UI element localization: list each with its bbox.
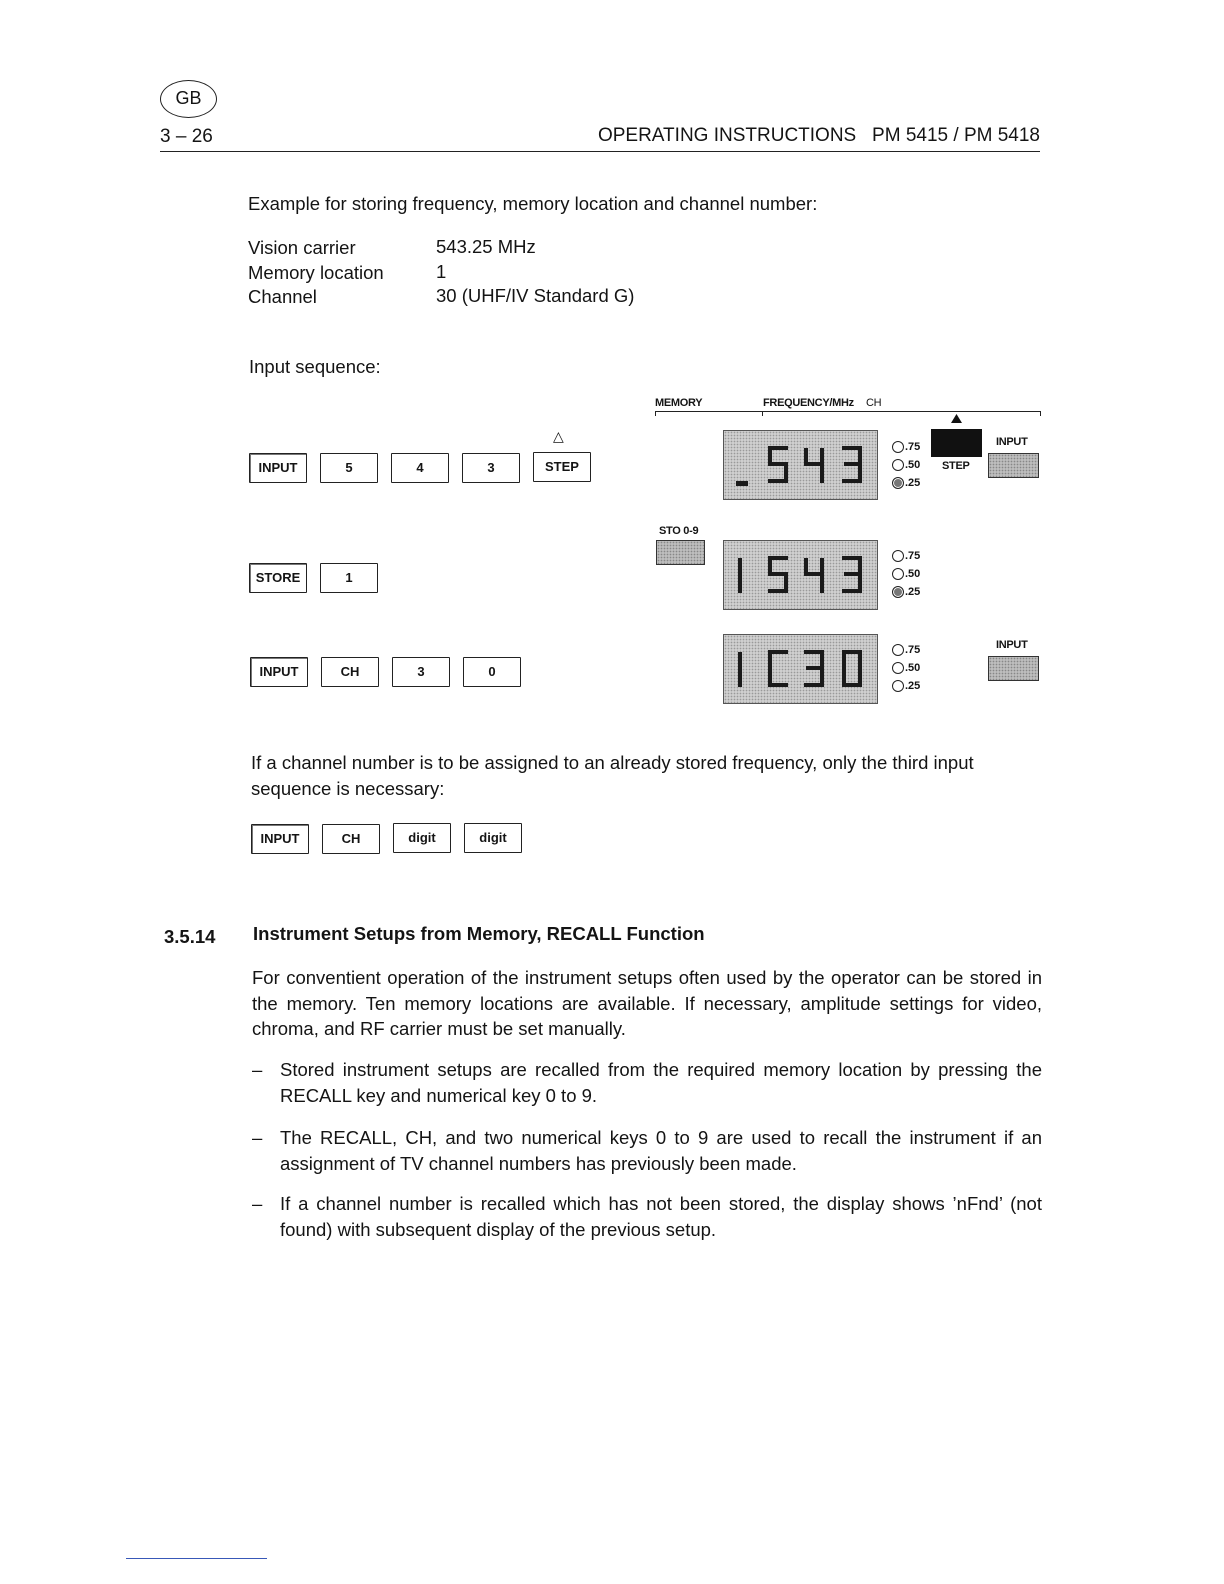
section-paragraph: For conventient operation of the instrument setups often used by the operator can be stored in the memory. Ten memory locations are available. If necessary, amplitude settings for video, chroma, and RF carrier must be set manually.	[252, 967, 1042, 1039]
key-digit: 1	[320, 563, 378, 593]
seven-segment-readout	[724, 541, 879, 611]
led-indicator	[892, 644, 904, 656]
led-label: .50	[905, 459, 921, 471]
key-step: STEP	[533, 452, 591, 482]
panel-rule	[655, 411, 1041, 412]
led-indicator	[892, 459, 904, 471]
led-label: .25	[905, 477, 921, 489]
bullet-text: The RECALL, CH, and two numerical keys 0 to 9 are used to recall the instrument if an assignment of TV channel numbers has previously been made.	[280, 1127, 1042, 1174]
bullet-text: Stored instrument setups are recalled from the required memory location by pressing the RECALL key and numerical key 0 to 9.	[280, 1059, 1042, 1106]
led-indicator	[892, 680, 904, 692]
spec-value: 543.25 MHz	[436, 236, 536, 257]
led-label: .50	[905, 662, 921, 674]
store-button	[656, 540, 705, 565]
key-ch: CH	[321, 657, 379, 687]
step-indicator-leds	[892, 641, 932, 695]
led-indicator-active	[892, 586, 904, 598]
panel-tick	[762, 411, 763, 416]
section-number: 3.5.14	[164, 926, 216, 947]
key-digit: 3	[462, 453, 520, 483]
lcd-display	[723, 540, 878, 610]
up-arrow-icon	[951, 414, 962, 423]
key-input: INPUT	[250, 657, 308, 687]
key-store: STORE	[249, 563, 307, 593]
bullet-marker: –	[252, 1059, 263, 1080]
key-ch: CH	[322, 824, 380, 854]
bullet-marker: –	[252, 1193, 263, 1214]
channel-note: If a channel number is to be assigned to an already stored frequency, only the third input sequence is necessary:	[251, 752, 974, 799]
led-indicator	[892, 568, 904, 580]
ch-label: CH	[866, 397, 882, 409]
step-marker: △	[553, 428, 564, 444]
example-title: Example for storing frequency, memory location and channel number:	[248, 193, 818, 214]
input-label: INPUT	[996, 436, 1028, 448]
key-digit: digit	[464, 823, 522, 853]
spec-label: Memory location	[248, 262, 384, 283]
bullet-text: If a channel number is recalled which has not been stored, the display shows ’nFnd’ (not found) with subsequent display of the previous setup.	[280, 1193, 1042, 1240]
step-indicator-leds	[892, 438, 932, 492]
key-digit: 5	[320, 453, 378, 483]
input-sequence-label: Input sequence:	[249, 356, 381, 377]
section-title: Instrument Setups from Memory, RECALL Function	[253, 923, 705, 944]
led-label: .25	[905, 586, 921, 598]
bullet-item	[252, 1191, 1042, 1242]
key-digit: 3	[392, 657, 450, 687]
bullet-item	[252, 1057, 1042, 1108]
bullet-item	[252, 1125, 1042, 1176]
spec-value: 1	[436, 261, 447, 282]
spec-value: 30 (UHF/IV Standard G)	[436, 285, 635, 306]
memory-label: MEMORY	[655, 397, 703, 409]
running-title: OPERATING INSTRUCTIONS PM 5415 / PM 5418	[597, 125, 1040, 146]
led-indicator	[892, 550, 904, 562]
step-indicator-leds	[892, 547, 932, 601]
step-label: STEP	[942, 460, 970, 472]
input-button	[988, 453, 1039, 478]
seven-segment-readout	[724, 635, 879, 705]
led-indicator-active	[892, 477, 904, 489]
lcd-display	[723, 634, 878, 704]
seven-segment-readout	[724, 431, 879, 501]
bullet-marker: –	[252, 1127, 263, 1148]
key-digit: 4	[391, 453, 449, 483]
led-label: .50	[905, 568, 921, 580]
panel-tick	[655, 411, 656, 416]
led-indicator	[892, 441, 904, 453]
spec-label: Channel	[248, 286, 317, 307]
spec-label: Vision carrier	[248, 237, 356, 258]
led-label: .25	[905, 680, 921, 692]
sto-label: STO 0-9	[659, 525, 699, 537]
key-input: INPUT	[251, 824, 309, 854]
led-label: .75	[905, 441, 921, 453]
input-button	[988, 656, 1039, 681]
key-digit: digit	[393, 823, 451, 853]
key-digit: 0	[463, 657, 521, 687]
led-indicator	[892, 662, 904, 674]
header-rule	[160, 151, 1040, 152]
footer-rule	[126, 1558, 267, 1559]
led-label: .75	[905, 550, 921, 562]
led-label: .75	[905, 644, 921, 656]
frequency-label: FREQUENCY/MHz	[763, 397, 854, 409]
key-input: INPUT	[249, 453, 307, 483]
lcd-display	[723, 430, 878, 500]
step-button	[931, 429, 982, 457]
page-number: 3 – 26	[160, 126, 213, 147]
input-label: INPUT	[996, 639, 1028, 651]
panel-tick	[1040, 411, 1041, 416]
country-badge: GB	[160, 80, 217, 118]
